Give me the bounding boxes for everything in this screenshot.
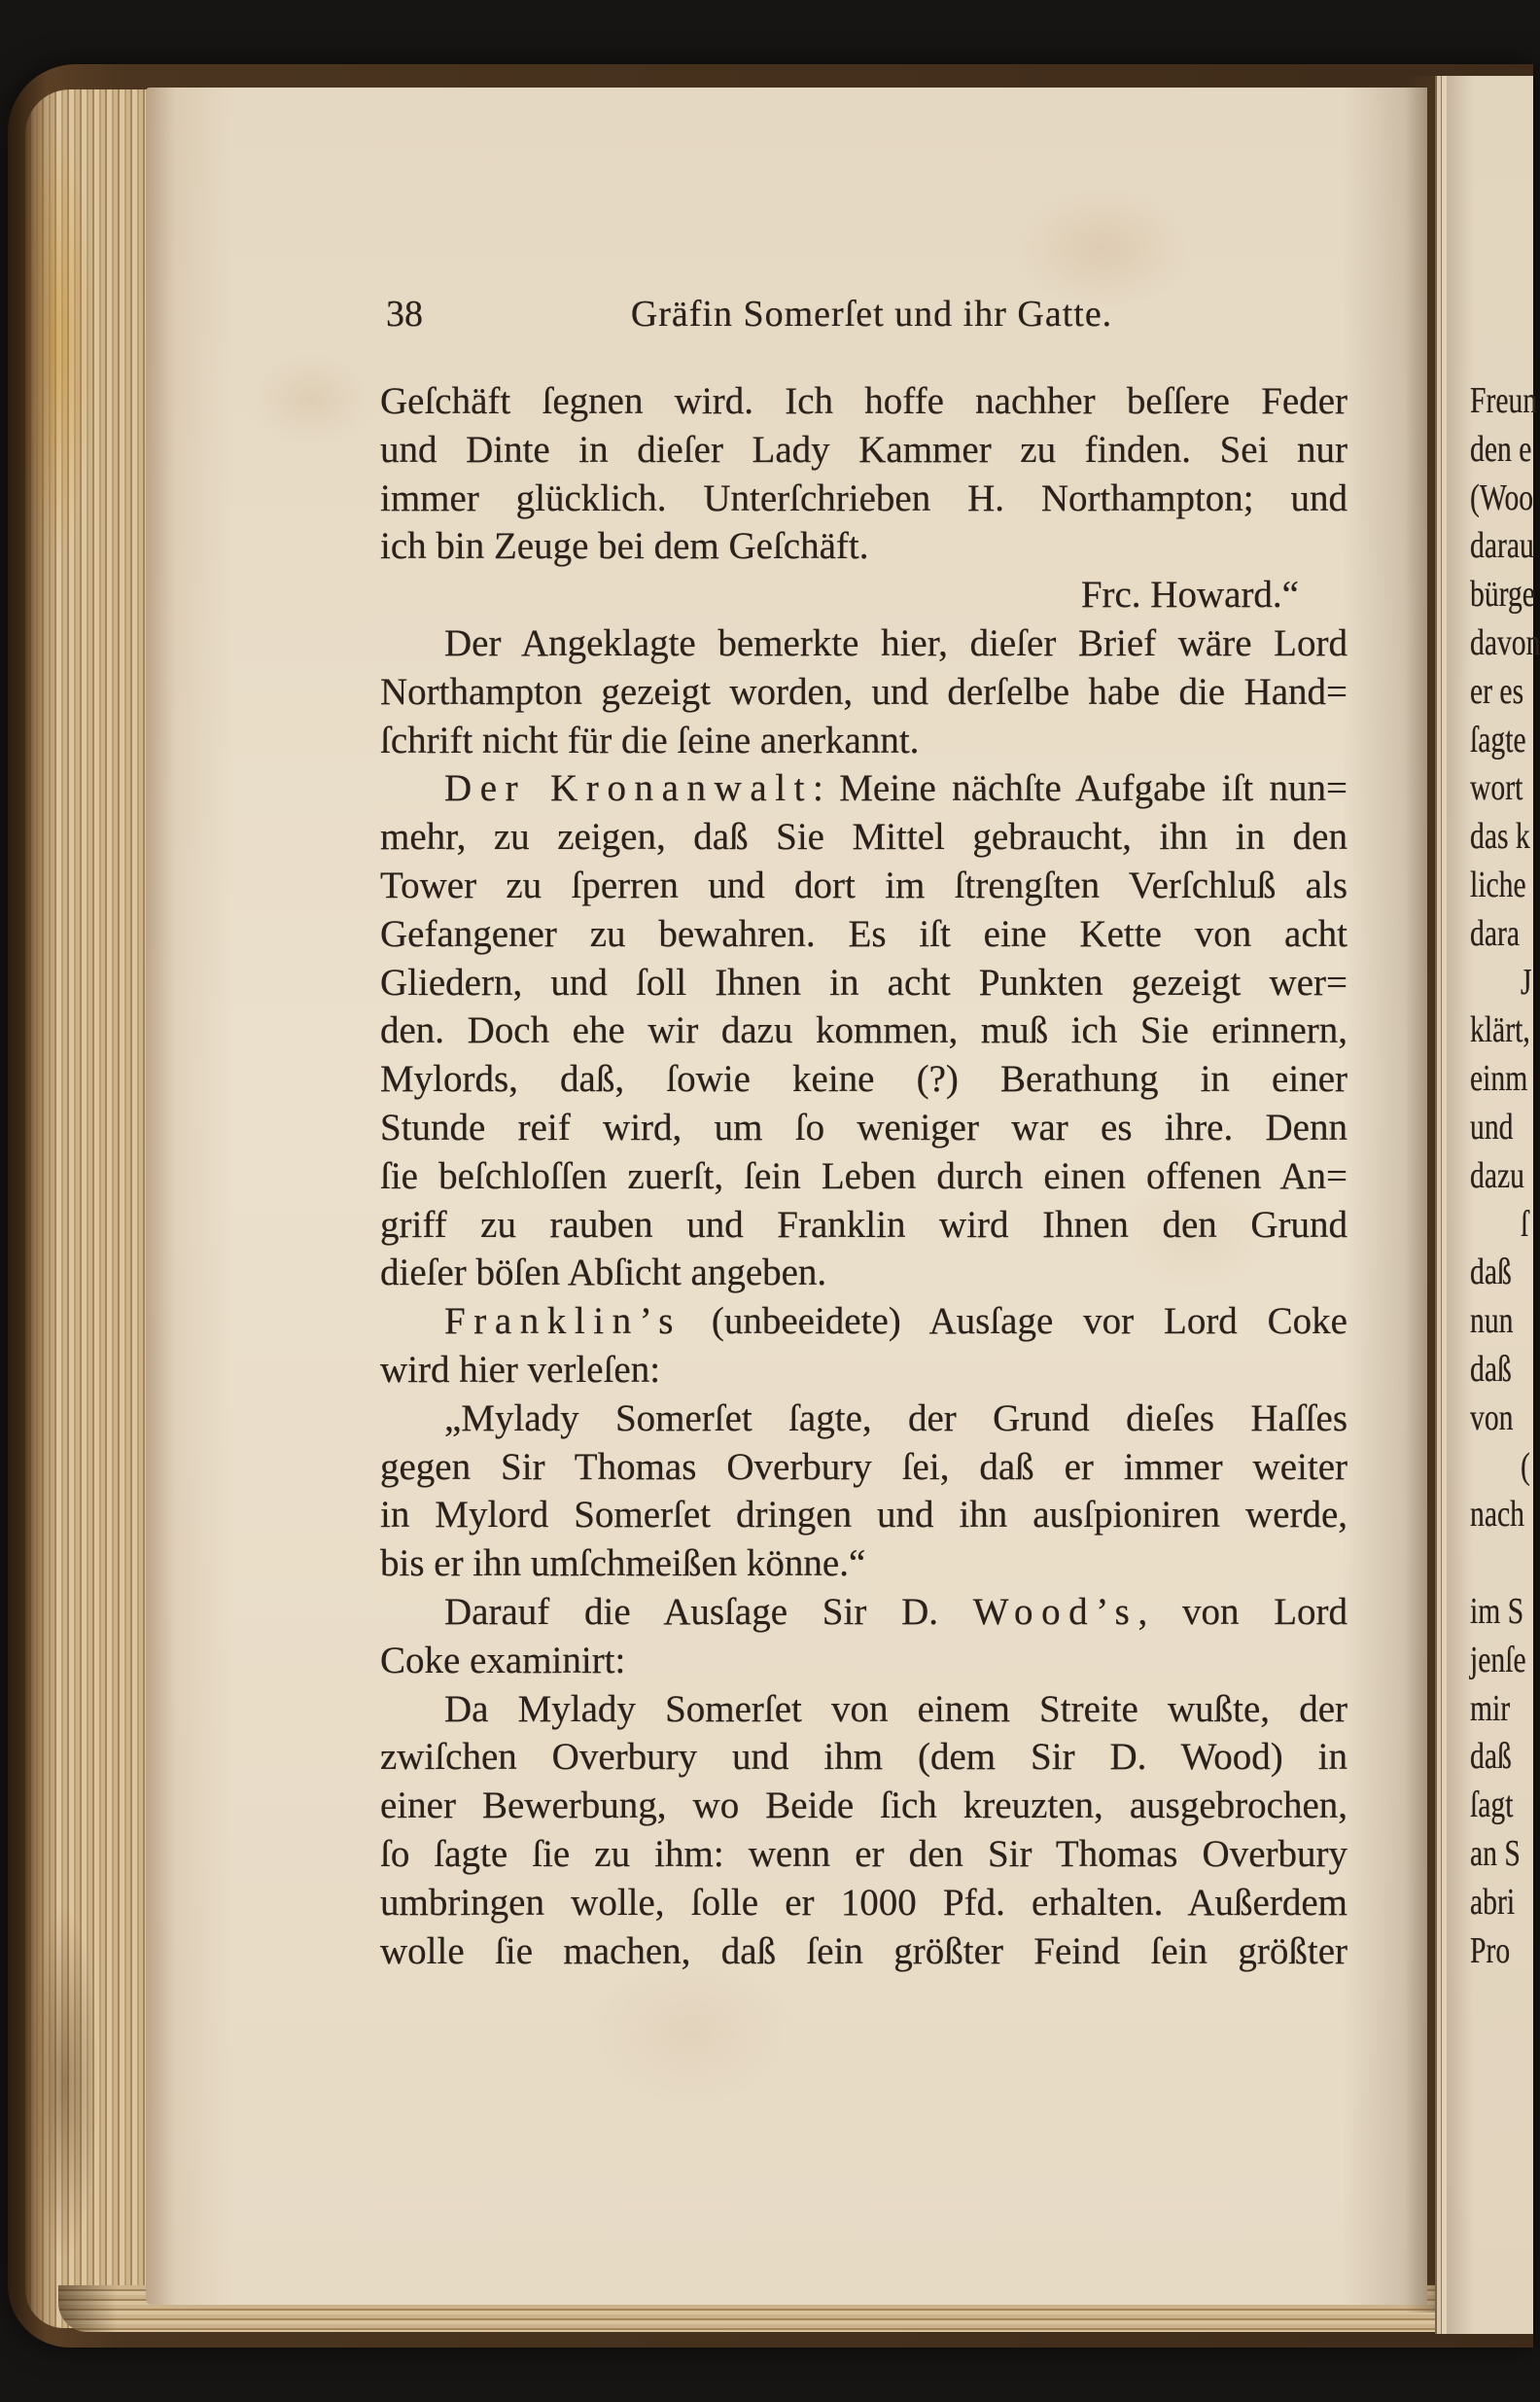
text-line: [380, 910, 1348, 959]
text-line: [380, 1152, 1348, 1201]
facing-page: [1435, 76, 1540, 2334]
text-segment: ſchrift nicht für die ſeine anerkannt.: [380, 719, 920, 761]
text-segment: bis er ihn umſchmeißen könne.“: [380, 1542, 866, 1585]
page-edges-left: [25, 89, 161, 2328]
text-segment: ich bin Zeuge bei dem Geſchäft.: [380, 525, 869, 568]
text-segment: einer Bewerbung, wo Beide ſich kreuzten, ausgebrochen,: [380, 1784, 1348, 1827]
text-line: [380, 475, 1348, 523]
text-segment: ſo ſagte ſie zu ihm: wenn er den Sir Thomas Overbury: [380, 1833, 1348, 1875]
text-segment: Northampton gezeigt worden, und derſelbe habe die Hand=: [380, 670, 1348, 713]
text-line: [380, 1637, 1348, 1685]
facing-page-fragment: davon: [1470, 622, 1540, 663]
text-line: [380, 862, 1348, 910]
facing-page-fragment: (: [1521, 1445, 1530, 1487]
text-segment: Da Mylady Somerſet von einem Streite wußte, der: [444, 1687, 1348, 1730]
text-line: [380, 1879, 1348, 1927]
text-block: [380, 377, 1348, 1992]
text-line: [380, 571, 1348, 619]
text-line: [380, 1346, 1348, 1395]
facing-page-fragment: er es: [1470, 670, 1524, 712]
facing-page-fragment: ſagt: [1470, 1784, 1514, 1826]
facing-page-fragment: ſ: [1521, 1203, 1529, 1245]
text-segment: immer glücklich. Unterſchrieben H. Northampton; und: [380, 477, 1348, 519]
facing-page-fragment: daß: [1470, 1252, 1512, 1293]
spaced-text-segment: Wood’s: [972, 1591, 1138, 1633]
facing-page-fragment: jenſe: [1470, 1639, 1526, 1680]
facing-page-fragment: wort: [1470, 767, 1523, 809]
text-segment: umbringen wolle, ſolle er 1000 Pfd. erhalten. Außerdem: [380, 1881, 1348, 1924]
text-line: [380, 1539, 1348, 1588]
facing-page-fragment: (Woo: [1470, 477, 1534, 518]
text-line: [380, 1055, 1348, 1104]
text-line: [380, 1830, 1348, 1879]
text-line: [380, 1491, 1348, 1539]
facing-page-fragment: daß: [1470, 1736, 1512, 1778]
text-segment: , von Lord: [1138, 1591, 1348, 1633]
text-line: [380, 1927, 1348, 1976]
facing-page-fragment: nach: [1470, 1494, 1524, 1536]
facing-page-fragment: J: [1521, 961, 1532, 1003]
text-line: [380, 959, 1348, 1007]
facing-page-fragment: mir: [1470, 1687, 1511, 1729]
text-segment: mehr, zu zeigen, daß Sie Mittel gebraucht, ihn in den: [380, 816, 1348, 859]
page-number: 38: [386, 294, 423, 335]
facing-page-fragment: dara: [1470, 912, 1521, 954]
text-line: [380, 1297, 1348, 1346]
text-segment: dieſer böſen Abſicht angeben.: [380, 1252, 827, 1294]
text-segment: den. Doch ehe wir dazu kommen, muß ich Sie erinnern,: [380, 1009, 1348, 1052]
text-segment: (unbeeidete) Ausſage vor Lord Coke: [681, 1300, 1348, 1343]
facing-page-fragment: abri: [1470, 1881, 1516, 1923]
facing-page-fragment: das k: [1470, 816, 1530, 858]
text-segment: ſie beſchloſſen zuerſt, ſein Leben durch einen offenen An=: [380, 1154, 1348, 1197]
text-line: [380, 717, 1348, 765]
text-line: [380, 619, 1348, 668]
facing-page-fragment: Freun: [1470, 380, 1538, 421]
facing-page-fragment: bürge: [1470, 574, 1535, 616]
text-line: [380, 764, 1348, 813]
text-line: [380, 1733, 1348, 1782]
facing-page-fragment: daß: [1470, 1349, 1512, 1390]
facing-page-fragment: klärt,: [1470, 1009, 1530, 1051]
facing-page-fragment: einm: [1470, 1058, 1528, 1100]
text-line: [380, 1443, 1348, 1492]
facing-page-fragment: von: [1470, 1396, 1514, 1438]
text-segment: Geſchäft ſegnen wird. Ich hoffe nachher beſſere Feder: [380, 380, 1348, 422]
text-segment: Coke examinirt:: [380, 1639, 626, 1681]
left-page: [146, 88, 1427, 2305]
running-title: Gräfin Somerſet und ihr Gatte.: [630, 294, 1113, 335]
text-segment: Mylords, daß, ſowie keine (?) Berathung in einer: [380, 1058, 1348, 1101]
text-segment: Stunde reif wird, um ſo weniger war es ihre. Denn: [380, 1107, 1348, 1148]
text-line: [380, 1395, 1348, 1443]
facing-page-fragment: den e: [1470, 428, 1532, 470]
text-segment: und Dinte in dieſer Lady Kammer zu finden. Sei nur: [380, 428, 1348, 471]
text-line: [380, 1782, 1348, 1830]
text-segment: griff zu rauben und Franklin wird Ihnen den Grund: [380, 1203, 1348, 1246]
text-line: [380, 1588, 1348, 1637]
text-line: [380, 1201, 1348, 1250]
text-line: [380, 522, 1348, 571]
text-segment: Darauf die Ausſage Sir D.: [444, 1591, 973, 1633]
facing-page-fragment: und: [1470, 1107, 1514, 1148]
text-segment: zwiſchen Overbury und ihm (dem Sir D. Wood) in: [380, 1736, 1348, 1779]
text-line: [380, 1685, 1348, 1734]
text-line: [380, 377, 1348, 426]
facing-page-fragment: im S: [1470, 1591, 1524, 1632]
text-segment: Gliedern, und ſoll Ihnen in acht Punkten gezeigt wer=: [380, 961, 1348, 1004]
text-line: [380, 426, 1348, 475]
text-segment: in Mylord Somerſet dringen und ihn ausſpioniren werde,: [380, 1494, 1348, 1537]
text-segment: Gefangener zu bewahren. Es iſt eine Kette von acht: [380, 912, 1348, 955]
text-segment: gegen Sir Thomas Overbury ſei, daß er immer weiter: [380, 1445, 1348, 1488]
facing-page-fragment: Pro: [1470, 1929, 1511, 1971]
text-line: [380, 1104, 1348, 1152]
text-segment: wolle ſie machen, daß ſein größter Feind ſein größter: [380, 1929, 1348, 1972]
facing-page-fragment: nun: [1470, 1300, 1514, 1342]
text-segment: wird hier verleſen:: [380, 1349, 661, 1391]
facing-page-fragment: an S: [1470, 1833, 1521, 1874]
text-line: [380, 668, 1348, 717]
text-line: [380, 813, 1348, 862]
text-line: [380, 1249, 1348, 1297]
facing-page-fragment: dazu: [1470, 1154, 1524, 1196]
spaced-text-segment: Der Kronanwalt: [444, 767, 814, 810]
text-segment: : Meine nächſte Aufgabe iſt nun=: [813, 767, 1348, 810]
text-segment: Tower zu ſperren und dort im ſtrengſten Verſchluß als: [380, 865, 1348, 906]
spaced-text-segment: Franklin’s: [444, 1300, 682, 1343]
facing-page-fragment: liche: [1470, 865, 1526, 905]
facing-page-fragment: darau: [1470, 525, 1534, 567]
facing-page-fragment: ſagte: [1470, 719, 1526, 760]
text-line: [380, 1007, 1348, 1055]
text-segment: „Mylady Somerſet ſagte, der Grund dieſes Haſſes: [444, 1396, 1348, 1439]
text-segment: Frc. Howard.“: [1080, 574, 1299, 617]
text-segment: Der Angeklagte bemerkte hier, dieſer Brief wäre Lord: [444, 622, 1348, 664]
